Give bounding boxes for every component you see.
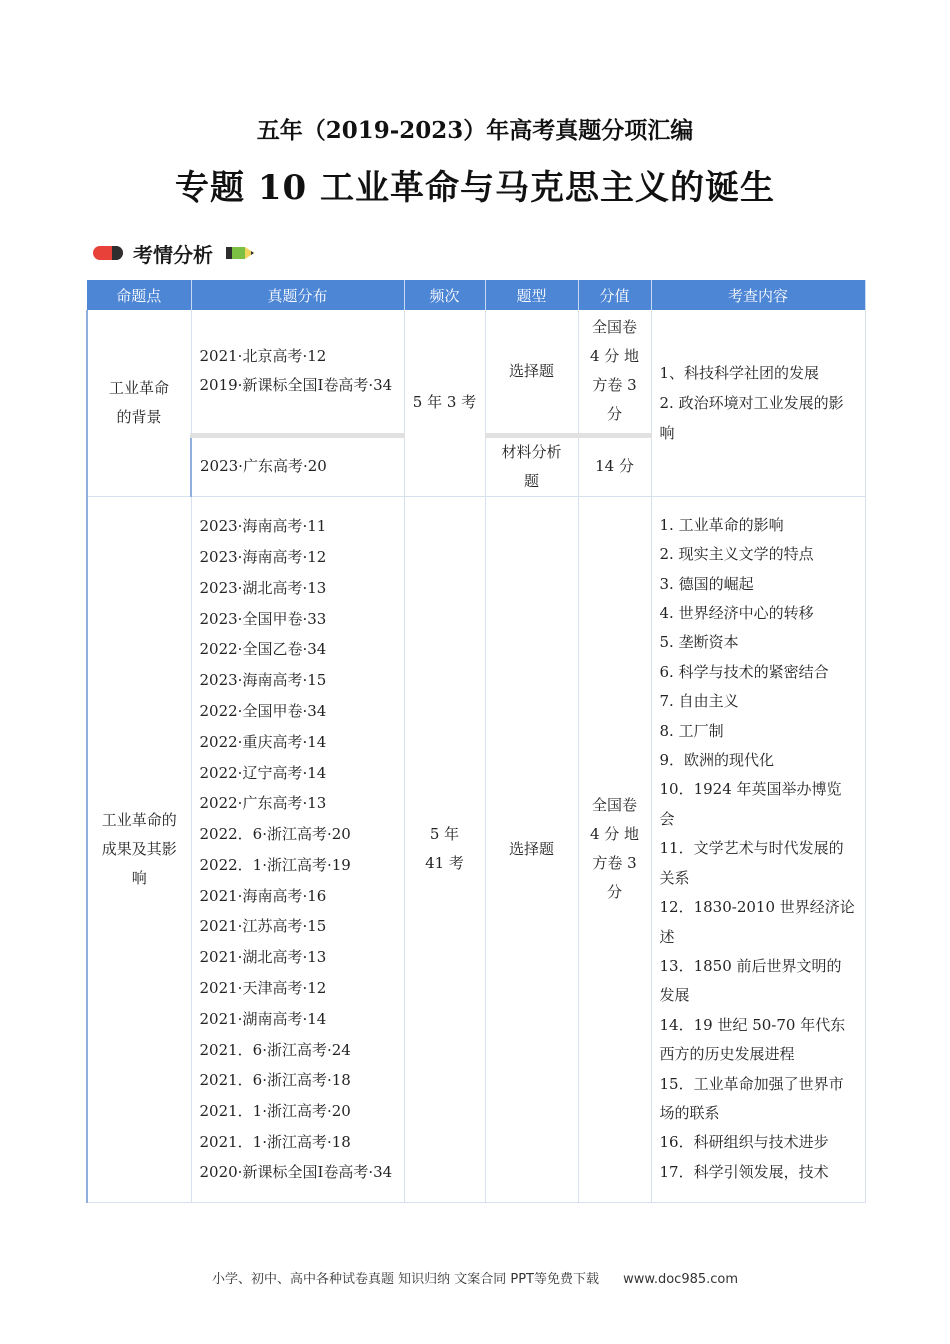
exams-cell: [191, 310, 404, 435]
exam-item: 2021·江苏高考·15: [199, 917, 327, 936]
content-item: 3. 德国的崛起: [659, 574, 754, 593]
exam-item: 2023·海南高考·11: [199, 517, 327, 536]
content-item: 4. 世界经济中心的转移: [659, 604, 814, 623]
exam-item: 2023·湖北高考·13: [199, 578, 327, 597]
content-cell: [651, 496, 865, 1202]
content-item: 6. 科学与技术的紧密结合: [659, 662, 829, 681]
exam-item: 2021·湖北高考·13: [199, 948, 327, 967]
content-item: 9．欧洲的现代化: [659, 751, 775, 770]
content-item: 8. 工厂制: [659, 721, 724, 740]
content-item: 1、科技科学社团的发展: [659, 363, 820, 382]
content-item: 2. 政治环境对工业发展的影响: [659, 393, 844, 442]
exam-item: 2021·湖南高考·14: [199, 1009, 327, 1028]
header-score: 分值: [578, 280, 651, 310]
footer-text: 小学、初中、高中各种试卷真题 知识归纳 文案合同 PPT等免费下载: [211, 1272, 599, 1287]
document-subtitle: 五年（2019-2023）年高考真题分项汇编: [256, 117, 694, 144]
content-item: 13．1850 前后世界文明的发展: [659, 956, 842, 1005]
pill-icon: [93, 246, 123, 260]
header-content: 考查内容: [651, 280, 865, 310]
exam-item: 2020·新课标全国Ⅰ卷高考·34: [199, 1162, 393, 1181]
frequency-cell: 5 年 3 考: [404, 310, 485, 496]
content-item: 15．工业革命加强了世界市场的联系: [659, 1074, 844, 1122]
exam-item: 2022·重庆高考·14: [199, 732, 327, 751]
section-label: 考情分析: [133, 242, 213, 267]
exam-item: 2021．6·浙江高考·18: [199, 1071, 351, 1090]
header-exams: 真题分布: [191, 280, 404, 310]
type-cell: 选择题: [485, 310, 578, 435]
exams-cell: 2023·广东高考·20: [191, 435, 404, 496]
pencil-icon: [225, 245, 255, 261]
header-type: 题型: [485, 280, 578, 310]
footer-url[interactable]: www.doc985.com: [623, 1272, 739, 1287]
exam-item: 2019·新课标全国Ⅰ卷高考·34: [199, 376, 393, 395]
topic-cell: 工业革命的背景: [87, 310, 191, 496]
table-row: [87, 496, 865, 1202]
table-row: [87, 310, 865, 435]
content-item: 2. 现实主义文学的特点: [659, 545, 814, 564]
exam-analysis-table: [86, 280, 866, 1203]
exam-item: 2022·全国乙卷·34: [199, 640, 327, 659]
score-cell: 全国卷 4 分 地方卷 3 分: [578, 496, 651, 1202]
exam-item: 2021．1·浙江高考·18: [199, 1133, 351, 1152]
exam-item: 2021·天津高考·12: [199, 979, 327, 998]
exam-item: 2022·辽宁高考·14: [199, 763, 327, 782]
exam-item: 2022·全国甲卷·34: [199, 701, 327, 720]
content-item: 5. 垄断资本: [659, 633, 739, 652]
header-frequency: 频次: [404, 280, 485, 310]
table-header-row: [87, 280, 865, 310]
exam-item: 2021．1·浙江高考·20: [199, 1102, 351, 1121]
content-item: 14．19 世纪 50-70 年代东西方的历史发展进程: [659, 1015, 846, 1064]
section-heading: [93, 238, 255, 268]
topic-cell: 工业革命的成果及其影响: [87, 496, 191, 1202]
type-cell: 选择题: [485, 496, 578, 1202]
exam-item: 2023·全国甲卷·33: [199, 609, 327, 628]
frequency-cell: 5 年 41 考: [404, 496, 485, 1202]
exam-item: 2021．6·浙江高考·24: [199, 1040, 351, 1059]
content-item: 7. 自由主义: [659, 692, 739, 711]
exams-cell: [191, 496, 404, 1202]
content-item: 1. 工业革命的影响: [659, 515, 784, 534]
content-item: 17．科学引领发展，技术: [659, 1162, 829, 1181]
score-cell: 全国卷 4 分 地方卷 3 分: [578, 310, 651, 435]
content-item: 11．文学艺术与时代发展的关系: [659, 839, 844, 887]
exam-item: 2022·广东高考·13: [199, 794, 327, 813]
exam-item: 2021·海南高考·16: [199, 886, 327, 905]
header-topic: 命题点: [87, 280, 191, 310]
exam-item: 2022．1·浙江高考·19: [199, 855, 351, 874]
exam-item: 2022．6·浙江高考·20: [199, 825, 351, 844]
content-item: 12．1830-2010 世界经济论述: [659, 898, 855, 946]
type-cell: 材料分析题: [485, 435, 578, 496]
page-footer: [0, 1268, 950, 1287]
document-title: 专题 10 工业革命与马克思主义的诞生: [175, 168, 775, 208]
score-cell: 14 分: [578, 435, 651, 496]
content-item: 16．科研组织与技术进步: [659, 1133, 829, 1152]
exam-item: 2021·北京高考·12: [199, 347, 327, 366]
exam-item: 2023·海南高考·15: [199, 671, 327, 690]
content-cell: [651, 310, 865, 496]
content-item: 10．1924 年英国举办博览会: [659, 780, 842, 828]
exam-item: 2023·海南高考·12: [199, 547, 327, 566]
